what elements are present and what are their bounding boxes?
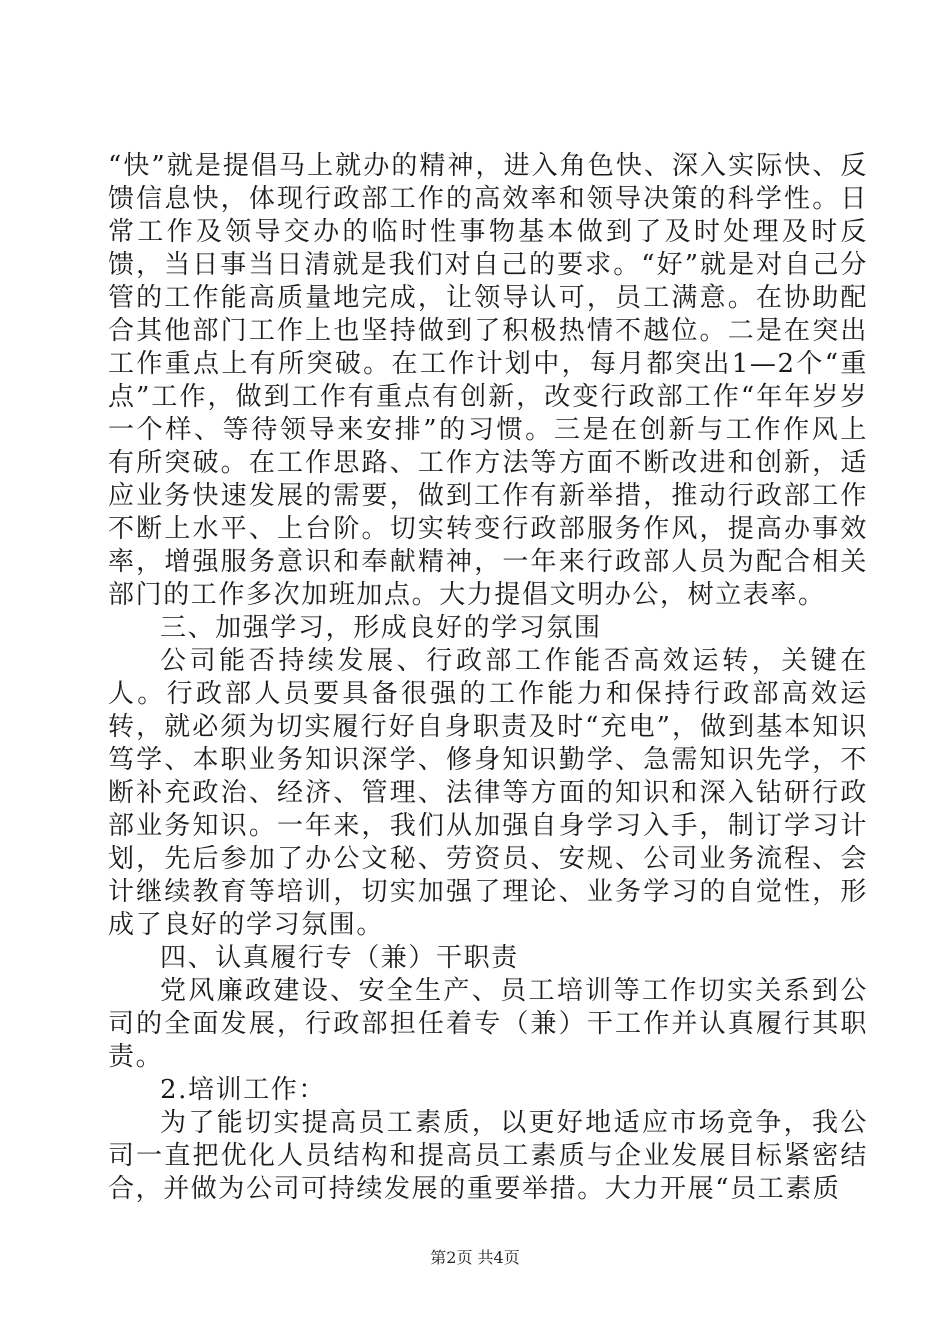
section-heading-3: 三、加强学习，形成良好的学习氛围: [160, 613, 602, 643]
page-number-footer: 第2页 共4页: [430, 1248, 520, 1267]
document-body: [108, 150, 868, 1206]
body-paragraph: 为了能切实提高员工素质，以更好地适应市场竞争，我公司一直把优化人员结构和提高员工素质与企业发展目标紧密结合，并做为公司可持续发展的重要举措。大力开展“员工素质: [108, 1108, 868, 1204]
body-paragraph-continued: “快”就是提倡马上就办的精神，进入角色快、深入实际快、反馈信息快，体现行政部工作的高效率和领导决策的科学性。日常工作及领导交办的临时性事物基本做到了及时处理及时反馈，当日事当日清就是我们对自己的要求。“好”就是对自己分管的工作能高质量地完成，让领导认可，员工满意。在协助配合其他部门工作上也坚持做到了积极热情不越位。二是在突出工作重点上有所突破。在工作计划中，每月都突出1—2个“重点”工作，做到工作有重点有创新，改变行政部工作“年年岁岁一个样、等待领导来安排”的习惯。三是在创新与工作作风上有所突破。在工作思路、工作方法等方面不断改进和创新，适应业务快速发展的需要，做到工作有新举措，推动行政部工作不断上水平、上台阶。切实转变行政部服务作风，提高办事效率，增强服务意识和奉献精神，一年来行政部人员为配合相关部门的工作多次加班加点。大力提倡文明办公，树立表率。: [108, 151, 868, 610]
body-paragraph: 党风廉政建设、安全生产、员工培训等工作切实关系到公司的全面发展，行政部担任着专（兼）干工作并认真履行其职责。: [108, 976, 868, 1072]
body-paragraph: 公司能否持续发展、行政部工作能否高效运转，关键在人。行政部人员要具备很强的工作能力和保持行政部高效运转，就必须为切实履行好自身职责及时“充电”，做到基本知识笃学、本职业务知识深学、修身知识勤学、急需知识先学，不断补充政治、经济、管理、法律等方面的知识和深入钻研行政部业务知识。一年来，我们从加强自身学习入手，制订学习计划，先后参加了办公文秘、劳资员、安规、公司业务流程、会计继续教育等培训，切实加强了理论、业务学习的自觉性，形成了良好的学习氛围。: [108, 646, 868, 940]
subsection-heading: 2.培训工作：: [160, 1075, 327, 1105]
section-heading-4: 四、认真履行专（兼）干职责: [160, 943, 519, 973]
